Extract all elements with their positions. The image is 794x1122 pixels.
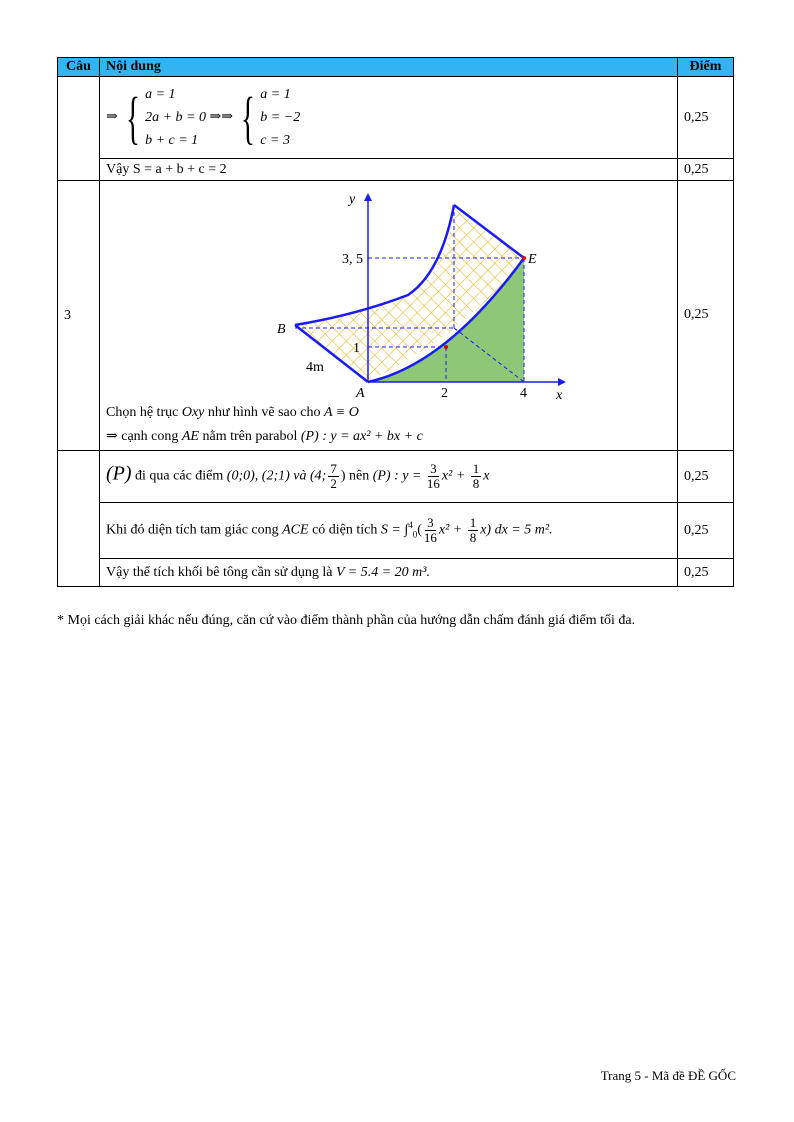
score-cell: 0,25 <box>678 503 734 559</box>
score-cell: 0,25 <box>678 77 734 159</box>
axis-choice-line: Chọn hệ trục Oxy như hình vẽ sao cho A ≡ O <box>106 405 359 420</box>
system-1: { a = 1 2a + b = 0 b + c = 1 <box>126 84 206 150</box>
volume-cell: Vậy thể tích khối bê tông cần sử dụng là V = 5.4 = 20 m³. <box>100 559 678 587</box>
table-row <box>58 451 734 503</box>
figure-cell <box>100 181 678 451</box>
length-label: 4m <box>306 360 324 375</box>
table-row <box>58 159 734 181</box>
system-cell: ⇒ { a = 1 2a + b = 0 b + c = 1 ⇒⇒ { a = 1 b = −2 c = 3 <box>100 77 678 159</box>
table-row <box>58 77 734 159</box>
parabola-figure <box>106 185 670 405</box>
score-cell: 0,25 <box>678 159 734 181</box>
grading-note: * Mọi cách giải khác nếu đúng, căn cứ vào điểm thành phần của hướng dẫn chấm đánh giá điểm tối đa. <box>57 613 636 628</box>
header-diem: Điểm <box>678 58 734 77</box>
parabola-line: ⇒ cạnh cong AE nằm trên parabol (P) : y = ax² + bx + c <box>106 429 423 444</box>
table-row <box>58 181 734 451</box>
cau-number: 3 <box>58 181 100 451</box>
grading-table <box>57 57 734 587</box>
tick-1: 1 <box>353 341 360 356</box>
page-footer: Trang 5 - Mã đề ĐỀ GỐC <box>600 1068 736 1083</box>
tick-3-5: 3, 5 <box>342 252 363 267</box>
header-cau: Câu <box>58 58 100 77</box>
table-row <box>58 559 734 587</box>
header-noi-dung: Nội dung <box>100 58 678 77</box>
cau-cell-empty <box>58 77 100 181</box>
tick-4: 4 <box>520 386 527 401</box>
tick-2: 2 <box>441 386 448 401</box>
x-axis-label: x <box>556 388 563 403</box>
system-2: { a = 1 b = −2 c = 3 <box>241 84 301 150</box>
point-b-label: B <box>277 322 286 337</box>
y-axis-label: y <box>349 192 356 207</box>
score-cell: 0,25 <box>678 451 734 503</box>
table-header-row <box>58 58 734 77</box>
cau-cell-empty <box>58 451 100 587</box>
sum-cell: Vậy S = a + b + c = 2 <box>100 159 678 181</box>
point-e-label: E <box>528 252 537 267</box>
table-row <box>58 503 734 559</box>
score-cell: 0,25 <box>678 559 734 587</box>
point-a-label: A <box>356 386 365 401</box>
score-cell: 0,25 <box>678 181 734 451</box>
points-cell: (P) đi qua các điểm (0;0), (2;1) và (4; $\frac{7}{2}$ ) nên (P) : y = $\frac{3}{16}$ x² + $\frac{1}{8}$ x <box>100 451 678 503</box>
area-cell: Khi đó diện tích tam giác cong ACE có diện tích S = ∫$^4_0$( $\frac{3}{16}$ x² + $\frac{1}{8}$ x) dx = 5 m². <box>100 503 678 559</box>
